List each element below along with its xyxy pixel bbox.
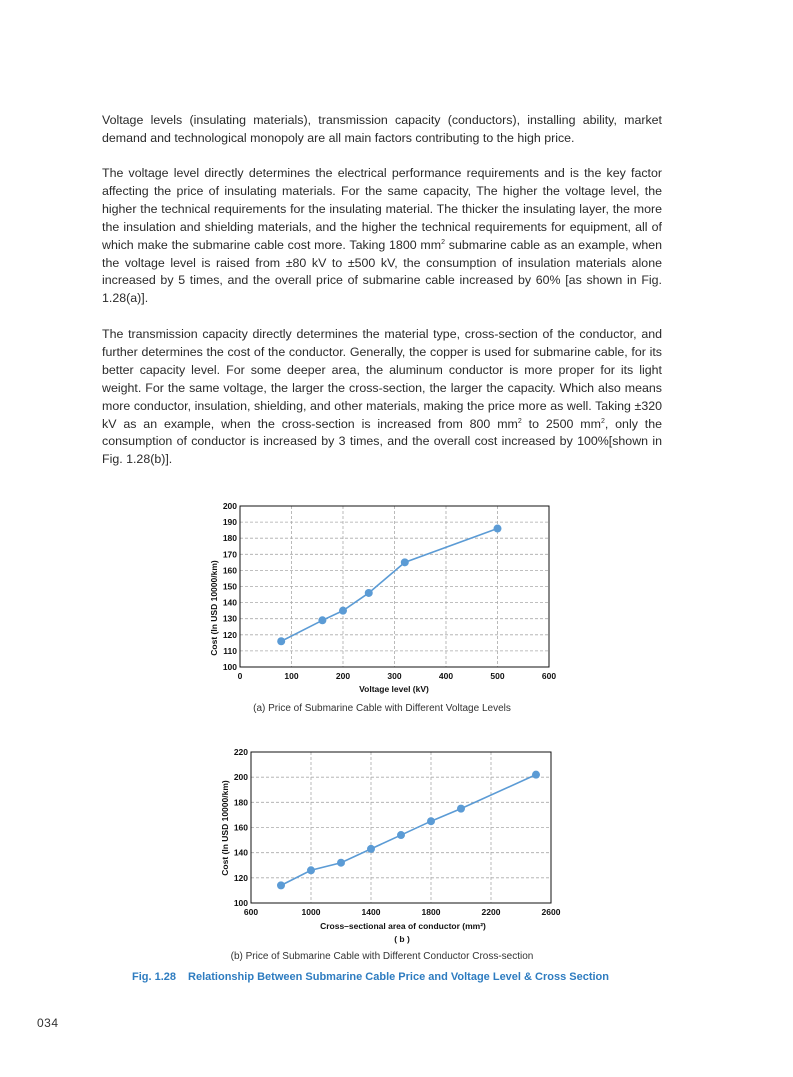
data-point [337,859,345,867]
superscript: 2 [517,417,522,425]
x-tick-label: 600 [243,907,259,917]
chart-a-ylabel: Cost (In USD 10000/km) [209,560,219,656]
x-tick-label: 1000 [301,907,321,917]
figure-number: Fig. 1.28 [132,971,177,983]
data-point [318,616,326,624]
chart-a-series-line [281,529,497,642]
chart-b-xlabel: Cross–sectional area of conductor (mm²) [320,921,486,931]
y-tick-label: 110 [223,645,237,656]
data-point [365,589,373,597]
chart-b-panel-label: ( b ) [394,934,410,944]
y-tick-label: 100 [233,898,248,908]
paragraph-capacity-text-b: to 2500 mm [521,416,601,431]
y-tick-label: 160 [222,565,237,576]
chart-b-ticks [234,747,561,917]
paragraph-voltage-text-b: submarine cable as an example, when the voltage level is raised from ±80 kV to ±500 kV, the consumption of insulation materials alone increased by 5 times, and the overall price of submarine cable increased by 60% [as shown in Fig. 1.28(a)]. [102,237,662,306]
x-tick-label: 300 [387,671,402,681]
y-tick-label: 120 [233,872,248,883]
chart-b-grid [251,752,551,903]
chart-b-ylabel: Cost (In USD 10000/km) [220,780,230,876]
paragraph-voltage-text-a: The voltage level directly determines the electrical performance requirements and is the key factor affecting the price of insulating materials. For the same capacity, The higher the voltage level, the higher the technical requirements for the insulating material. The thicker the insulating layer, the more the insulation and shielding materials, and the higher the technical requirements for equipment, all of which make the submarine cable cost more. Taking 1800 mm [102,166,662,252]
x-tick-label: 2200 [481,907,501,917]
paragraph-capacity-text-a: The transmission capacity directly determines the material type, cross-section of the conductor, and further determines the cost of the conductor. Generally, the copper is used for submarine cable, for its better capacity level. For some deeper area, the aluminum conductor is more proper for its light weight. For the same voltage, the larger the cross-section, the larger the capacity. Which also means more conductor, insulation, shielding, and other materials, making the price more as well. Taking ±320 kV as an example, when the cross-section is increased from 800 mm [102,327,662,431]
figure-title: Relationship Between Submarine Cable Price and Voltage Level & Cross Section [188,971,609,983]
data-point [427,817,435,825]
chart-a-voltage [209,501,556,714]
chart-a-caption: (a) Price of Submarine Cable with Different Voltage Levels [253,703,511,714]
chart-a-grid [240,506,549,667]
paragraph-capacity-text-c: , only the consumption of conductor is increased by 3 times, and the overall cost increased by 100%[shown in Fig. 1.28(b)]. [102,416,662,467]
y-tick-label: 140 [233,847,248,858]
x-tick-label: 600 [541,671,557,681]
x-tick-label: 2600 [541,907,561,917]
chart-a-xlabel: Voltage level (kV) [359,684,429,694]
data-point [532,771,540,779]
data-point [367,845,375,853]
x-tick-label: 1800 [421,907,441,917]
data-point [457,805,465,813]
y-tick-label: 130 [222,613,237,624]
x-tick-label: 400 [438,671,454,681]
x-tick-label: 1400 [361,907,381,917]
y-tick-label: 200 [222,501,237,511]
chart-b-data-points [277,771,540,890]
figure-caption [132,971,609,983]
y-tick-label: 180 [222,533,237,544]
paragraph-intro-text: Voltage levels (insulating materials), transmission capacity (conductors), installing ability, market demand and technological monopoly are all main factors contributing to the high price. [102,113,662,145]
y-tick-label: 220 [233,747,248,757]
y-tick-label: 140 [222,597,237,608]
y-tick-label: 190 [222,517,237,528]
data-point [277,637,285,645]
chart-b-caption: (b) Price of Submarine Cable with Different Conductor Cross-section [230,951,534,962]
superscript: 2 [441,238,445,246]
data-point [277,881,285,889]
x-tick-label: 200 [335,671,351,681]
data-point [397,831,405,839]
y-tick-label: 200 [233,772,248,783]
chart-b-cross-section [220,747,561,962]
data-point [307,866,315,874]
chart-a-ticks [223,501,557,681]
x-tick-label: 100 [284,671,299,681]
chart-a-data-points [277,525,501,646]
data-point [494,525,502,533]
data-point [401,558,409,566]
x-tick-label: 500 [490,671,505,681]
superscript: 2 [600,417,605,425]
data-point [339,607,347,615]
y-tick-label: 150 [222,581,237,592]
y-tick-label: 180 [233,797,248,808]
x-tick-label: 0 [237,671,243,681]
page-number: 034 [37,1016,59,1030]
chart-b-series-line [281,775,536,886]
y-tick-label: 100 [222,662,237,672]
y-tick-label: 120 [222,629,237,640]
y-tick-label: 170 [222,549,237,560]
y-tick-label: 160 [233,822,248,833]
